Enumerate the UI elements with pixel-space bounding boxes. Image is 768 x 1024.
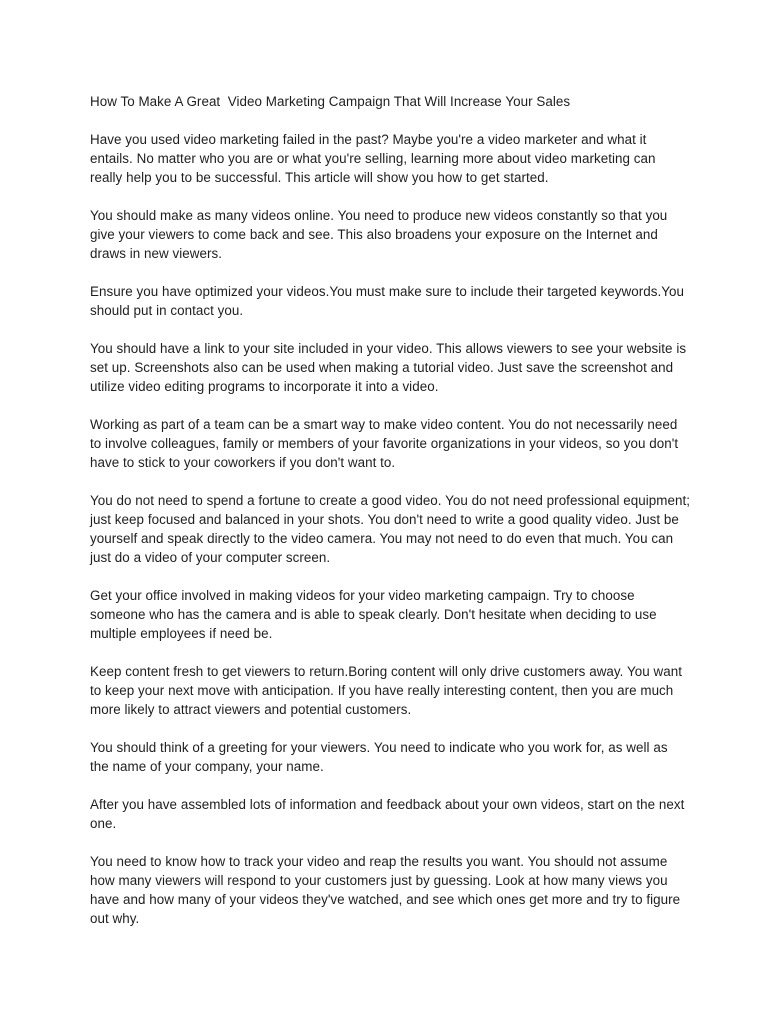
- paragraph-3: Ensure you have optimized your videos.You must make sure to include their targeted keywords.You should put in contact you.: [90, 284, 685, 318]
- paragraph-10: After you have assembled lots of information and feedback about your own videos, start on the next one.: [90, 797, 685, 831]
- paragraph-9: You should think of a greeting for your viewers. You need to indicate who you work for, as well as the name of your company, your name.: [90, 740, 668, 774]
- document-body: [90, 92, 690, 947]
- document-title: How To Make A Great Video Marketing Campaign That Will Increase Your Sales: [90, 94, 571, 109]
- paragraph-2: You should make as many videos online. You need to produce new videos constantly so that you give your viewers to come back and see. This also broadens your exposure on the Internet and draws in new viewers.: [90, 208, 668, 261]
- paragraph-1: Have you used video marketing failed in the past? Maybe you're a video marketer and what it entails. No matter who you are or what you're selling, learning more about video marketing can really help you to be successful. This article will show you how to get started.: [90, 132, 656, 185]
- paragraph-8: Keep content fresh to get viewers to return.Boring content will only drive customers away. You want to keep your next move with anticipation. If you have really interesting content, then you are much more likely to attract viewers and potential customers.: [90, 664, 682, 717]
- paragraph-11: You need to know how to track your video and reap the results you want. You should not assume how many viewers will respond to your customers just by guessing. Look at how many views you have and how many of your videos they've watched, and see which ones get more and try to figure out why.: [90, 854, 681, 926]
- paragraph-5: Working as part of a team can be a smart way to make video content. You do not necessarily need to involve colleagues, family or members of your favorite organizations in your videos, so you don't have to stick to your coworkers if you don't want to.: [90, 417, 679, 470]
- paragraph-7: Get your office involved in making videos for your video marketing campaign. Try to choose someone who has the camera and is able to speak clearly. Don't hesitate when deciding to use multiple employees if need be.: [90, 588, 657, 641]
- paragraph-4: You should have a link to your site included in your video. This allows viewers to see your website is set up. Screenshots also can be used when making a tutorial video. Just save the screenshot and utilize video editing programs to incorporate it into a video.: [90, 341, 687, 394]
- paragraph-6: You do not need to spend a fortune to create a good video. You do not need professional equipment; just keep focused and balanced in your shots. You don't need to write a good quality video. Just be yourself and speak directly to the video camera. You may not need to do even that much. You can just do a video of your computer screen.: [90, 493, 691, 565]
